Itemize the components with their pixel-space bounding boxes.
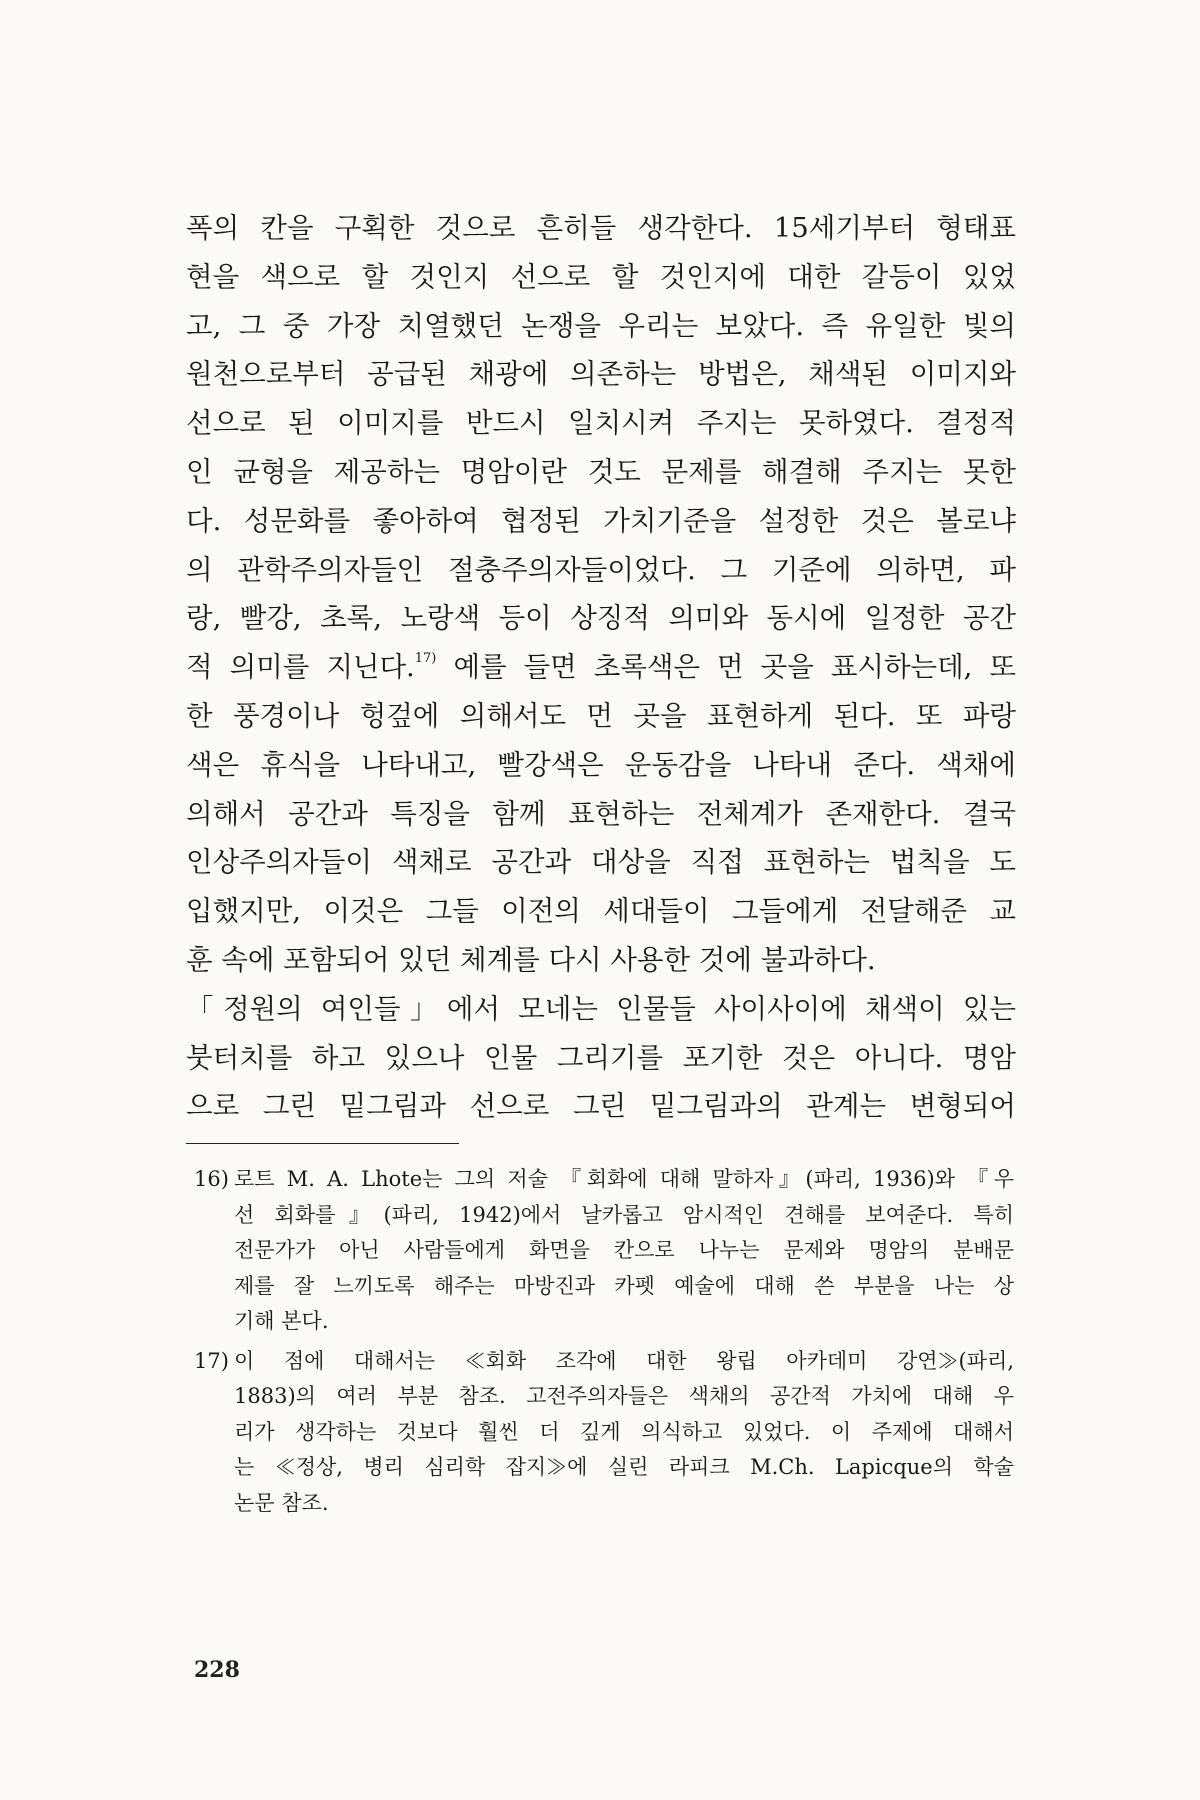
body-text — [186, 204, 1016, 1131]
footnote-number: 17) — [194, 1348, 229, 1373]
body-line: 인 균형을 제공하는 명암이란 것도 문제를 해결해 주지는 못한 — [186, 455, 1016, 488]
footnote-reference: 17) — [414, 651, 437, 667]
body-line-rest: 예를 들면 초록색은 먼 곳을 표시하는데, 또 — [453, 651, 1016, 684]
footnote-17 — [194, 1344, 1014, 1522]
footnote-text — [234, 1344, 1014, 1522]
footnote-16 — [194, 1162, 1014, 1340]
footnote-line: 기해 본다. — [234, 1309, 329, 1333]
footnote-number: 16) — [194, 1167, 229, 1191]
footnote-line: 선 회화를』(파리, 1942)에서 날카롭고 암시적인 견해를 보여준다. 특히 — [234, 1202, 1014, 1227]
body-line: 의 관학주의자들인 절충주의자들이었다. 그 기준에 의하면, 파 — [186, 553, 1016, 586]
body-line-with-footnote-ref — [186, 643, 1016, 692]
footnote-line: 제를 잘 느끼도록 해주는 마방진과 카펫 예술에 대해 쓴 부분을 나는 상 — [234, 1273, 1014, 1298]
body-line: 으로 그린 밑그림과 선으로 그린 밑그림과의 관계는 변형되어 — [186, 1090, 1016, 1123]
body-line: 다. 성문화를 좋아하여 협정된 가치기준을 설정한 것은 볼로냐 — [186, 504, 1016, 537]
footnote-line: 전문가가 아닌 사람들에게 화면을 칸으로 나누는 문제와 명암의 분배문 — [234, 1238, 1014, 1262]
footnote-divider — [186, 1143, 459, 1144]
page-number: 228 — [194, 1657, 240, 1683]
body-line: 인상주의자들이 색채로 공간과 대상을 직접 표현하는 법칙을 도 — [186, 846, 1016, 879]
body-line: 훈 속에 포함되어 있던 체계를 다시 사용한 것에 불과하다. — [186, 943, 876, 976]
footnote-line: 이 점에 대해서는 ≪회화 조각에 대한 왕립 아카데미 강연≫(파리, — [234, 1348, 1014, 1373]
body-line: 원천으로부터 공급된 채광에 의존하는 방법은, 채색된 이미지와 — [186, 358, 1016, 391]
footnotes — [194, 1162, 1014, 1525]
body-line: 붓터치를 하고 있으나 인물 그리기를 포기한 것은 아니다. 명암 — [186, 1041, 1016, 1074]
footnote-line: 논문 참조. — [234, 1490, 329, 1515]
body-line: 랑, 빨강, 초록, 노랑색 등이 상징적 의미와 동시에 일정한 공간 — [186, 602, 1016, 635]
body-line: 선으로 된 이미지를 반드시 일치시켜 주지는 못하였다. 결정적 — [186, 407, 1016, 440]
body-line: 「정원의 여인들」에서 모네는 인물들 사이사이에 채색이 있는 — [186, 992, 1016, 1025]
body-line-prefix: 적 의미를 지닌다. — [186, 651, 415, 684]
body-line: 고, 그 중 가장 치열했던 논쟁을 우리는 보았다. 즉 유일한 빛의 — [186, 309, 1016, 342]
body-line: 한 풍경이나 헝겊에 의해서도 먼 곳을 표현하게 된다. 또 파랑 — [186, 699, 1016, 732]
footnote-line: 리가 생각하는 것보다 훨씬 더 깊게 의식하고 있었다. 이 주제에 대해서 — [234, 1419, 1014, 1444]
body-line: 폭의 칸을 구획한 것으로 흔히들 생각한다. 15세기부터 형태표 — [186, 212, 1016, 244]
footnote-line: 는 ≪정상, 병리 심리학 잡지≫에 실린 라피크 M.Ch. Lapicque의 학술 — [234, 1455, 1014, 1479]
footnote-line: 1883)의 여러 부분 참조. 고전주의자들은 색채의 공간적 가치에 대해 우 — [234, 1384, 1014, 1408]
body-line: 색은 휴식을 나타내고, 빨강색은 운동감을 나타내 준다. 색채에 — [186, 748, 1016, 781]
body-line: 입했지만, 이것은 그들 이전의 세대들이 그들에게 전달해준 교 — [186, 895, 1016, 928]
footnote-line: 로트 M. A. Lhote는 그의 저술 『회화에 대해 말하자』(파리, 1936)와 『우 — [234, 1167, 1014, 1191]
body-line: 현을 색으로 할 것인지 선으로 할 것인지에 대한 갈등이 있었 — [186, 260, 1016, 293]
footnote-text — [234, 1162, 1014, 1340]
body-line: 의해서 공간과 특징을 함께 표현하는 전체계가 존재한다. 결국 — [186, 797, 1016, 830]
